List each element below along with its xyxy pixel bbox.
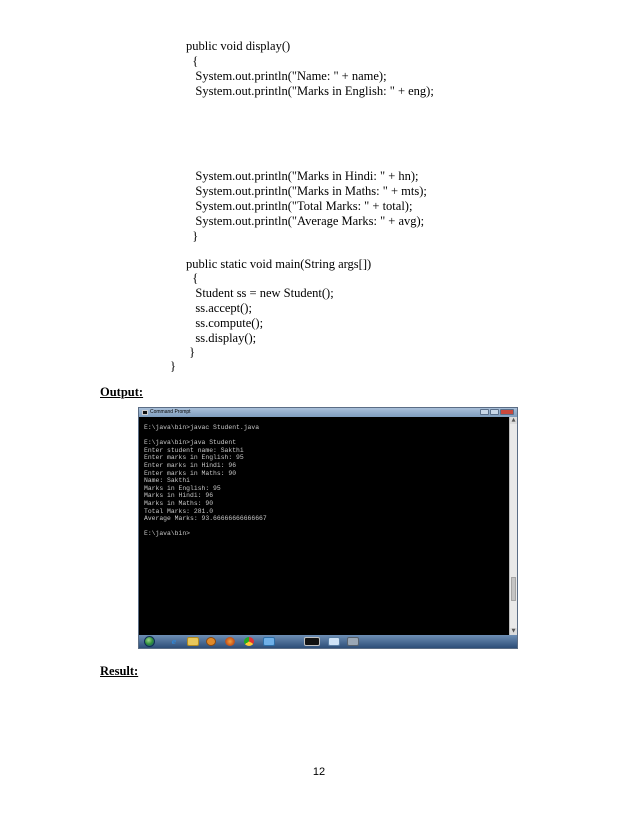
console-line: Average Marks: 93.66666666666667 — [144, 515, 267, 523]
console-line: Total Marks: 281.0 — [144, 507, 214, 515]
cmd-icon[interactable] — [304, 637, 320, 646]
paint-icon[interactable] — [263, 637, 275, 646]
firefox-icon[interactable] — [225, 637, 235, 646]
console-line: Enter marks in Hindi: 96 — [144, 462, 237, 469]
console-title: Command Prompt — [150, 409, 191, 415]
code-line: public void display() — [186, 39, 291, 53]
code-line: { — [186, 271, 199, 285]
windows-start-icon[interactable] — [144, 636, 155, 647]
console-line: Name: Sakthi — [144, 477, 191, 485]
console-output[interactable] — [139, 417, 509, 635]
code-line: Student ss = new Student(); — [186, 286, 334, 300]
console-line: Marks in English: 95 — [144, 484, 221, 492]
console-screenshot — [138, 407, 518, 649]
code-line: ss.display(); — [186, 331, 257, 345]
code-line: } — [186, 229, 199, 243]
console-scrollbar[interactable] — [509, 417, 517, 635]
console-titlebar — [139, 408, 517, 417]
console-line: Enter marks in English: 95 — [144, 454, 244, 462]
taskbar — [139, 635, 517, 648]
code-line: System.out.println("Total Marks: " + total); — [186, 199, 413, 213]
code-line: System.out.println("Average Marks: " + avg); — [186, 214, 425, 228]
code-line: System.out.println("Name: " + name); — [186, 69, 387, 83]
console-line: E:\java\bin> — [144, 530, 191, 538]
console-line: Enter student name: Sakthi — [144, 446, 244, 454]
console-line: Enter marks in Maths: 90 — [144, 469, 237, 477]
ie-icon[interactable]: e — [171, 637, 177, 646]
output-heading: Output: — [100, 385, 144, 399]
code-line: System.out.println("Marks in Hindi: " + hn); — [186, 169, 419, 183]
minimize-icon[interactable] — [480, 409, 489, 415]
chrome-icon[interactable] — [244, 637, 254, 646]
code-line: } — [170, 359, 176, 373]
console-line: Marks in Hindi: 96 — [144, 492, 214, 500]
code-line: } — [186, 345, 196, 359]
console-line: E:\java\bin>java Student — [144, 439, 237, 447]
document-icon[interactable] — [328, 637, 340, 646]
code-line: public static void main(String args[]) — [186, 257, 372, 271]
scroll-up-icon[interactable]: ▲ — [511, 417, 516, 423]
console-line: Marks in Maths: 90 — [144, 500, 214, 507]
tool-icon[interactable] — [347, 637, 359, 646]
code-line: System.out.println("Marks in Maths: " + mts); — [186, 184, 427, 198]
scroll-thumb[interactable] — [511, 577, 516, 601]
cmd-icon — [142, 410, 148, 415]
maximize-icon[interactable] — [490, 409, 499, 415]
console-line: E:\java\bin>javac Student.java — [144, 424, 260, 431]
code-line: { — [186, 54, 199, 68]
scroll-down-icon[interactable]: ▼ — [511, 628, 516, 634]
folder-icon[interactable] — [187, 637, 199, 646]
code-line: System.out.println("Marks in English: " + eng); — [186, 84, 434, 98]
code-line: ss.accept(); — [186, 301, 252, 315]
media-icon[interactable] — [206, 637, 216, 646]
code-line: ss.compute(); — [186, 316, 264, 330]
close-icon[interactable] — [500, 409, 514, 415]
result-heading: Result: — [100, 664, 139, 678]
page-number: 12 — [312, 766, 326, 778]
